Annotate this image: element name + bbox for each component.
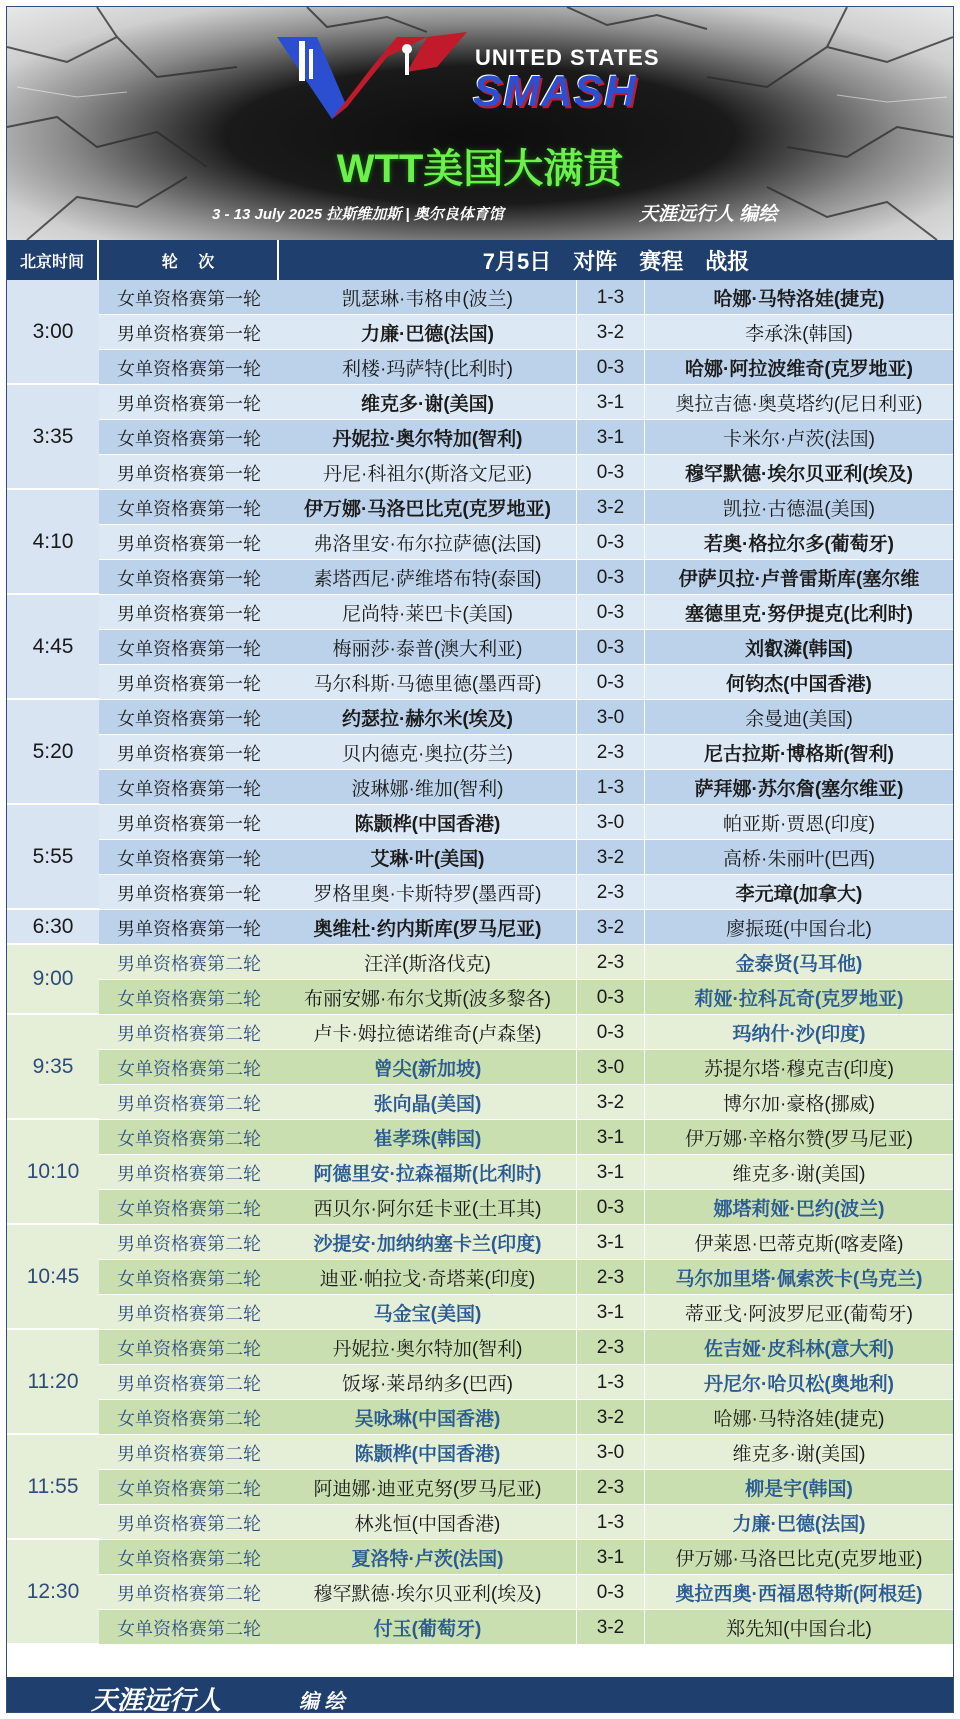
match-round: 男单资格赛第二轮 [117, 1513, 261, 1534]
brand-line1: UNITED STATES [475, 45, 660, 70]
player-a: 阿德里安·拉森福斯(比利时) [279, 1155, 577, 1190]
player-a: 素塔西尼·萨维塔布特(泰国) [279, 560, 577, 595]
player-a: 约瑟拉·赫尔米(埃及) [279, 700, 577, 735]
player-b: 伊莱恩·巴蒂克斯(喀麦隆) [694, 1234, 904, 1255]
player-a: 汪洋(斯洛伐克) [279, 945, 577, 980]
match-score: 3-2 [577, 1610, 645, 1645]
player-b: 奥拉西奥·西福恩特斯(阿根廷) [675, 1584, 923, 1605]
player-b: 凯拉·古德温(美国) [723, 499, 875, 520]
player-a: 马尔科斯·马德里德(墨西哥) [279, 665, 577, 700]
event-author: 天涯远行人 编绘 [639, 204, 778, 225]
player-a: 弗洛里安·布尔拉萨德(法国) [279, 525, 577, 560]
player-a: 奥维杜·约内斯库(罗马尼亚) [279, 910, 577, 945]
player-b: 伊万娜·辛格尔赞(罗马尼亚) [685, 1129, 913, 1150]
player-b: 玛纳什·沙(印度) [732, 1024, 866, 1045]
player-b: 郑先知(中国台北) [726, 1619, 872, 1640]
match-round: 男单资格赛第二轮 [117, 1303, 261, 1324]
match-row [99, 1505, 953, 1540]
time-slot: 3:35 [7, 385, 99, 490]
player-b: 萨拜娜·苏尔詹(塞尔维亚) [694, 779, 904, 800]
match-score: 2-3 [577, 1470, 645, 1505]
time-slot: 5:55 [7, 805, 99, 910]
player-b: 哈娜·阿拉波维奇(克罗地亚) [685, 359, 913, 380]
header-time: 北京时间 [7, 240, 99, 280]
match-row [99, 1015, 953, 1050]
time-slot: 4:45 [7, 595, 99, 700]
player-a: 丹妮拉·奥尔特加(智利) [279, 420, 577, 455]
event-title: WTT美国大满贯 [336, 147, 624, 191]
match-round: 男单资格赛第一轮 [117, 883, 261, 904]
match-round: 女单资格赛第一轮 [117, 288, 261, 309]
match-row [99, 1540, 953, 1575]
match-round: 女单资格赛第二轮 [117, 988, 261, 1009]
match-round: 男单资格赛第一轮 [117, 323, 261, 344]
match-round: 男单资格赛第二轮 [117, 1233, 261, 1254]
time-slot: 3:00 [7, 280, 99, 385]
player-a: 迪亚·帕拉戈·奇塔莱(印度) [279, 1260, 577, 1295]
match-row [99, 735, 953, 770]
match-score: 3-2 [577, 315, 645, 350]
match-row [99, 1400, 953, 1435]
match-score: 3-2 [577, 910, 645, 945]
time-slot: 9:35 [7, 1015, 99, 1120]
player-b: 塞德里克·努伊提克(比利时) [685, 604, 913, 625]
match-score: 2-3 [577, 945, 645, 980]
match-round: 女单资格赛第二轮 [117, 1618, 261, 1639]
match-round: 女单资格赛第二轮 [117, 1548, 261, 1569]
match-row [99, 1260, 953, 1295]
match-score: 2-3 [577, 875, 645, 910]
match-score: 3-1 [577, 1155, 645, 1190]
player-a: 丹妮拉·奥尔特加(智利) [279, 1330, 577, 1365]
player-a: 卢卡·姆拉德诺维奇(卢森堡) [279, 1015, 577, 1050]
player-a: 阿迪娜·迪亚克努(罗马尼亚) [279, 1470, 577, 1505]
match-round: 女单资格赛第二轮 [117, 1268, 261, 1289]
match-row [99, 315, 953, 350]
player-a: 丹尼·科祖尔(斯洛文尼亚) [279, 455, 577, 490]
match-score: 2-3 [577, 735, 645, 770]
match-score: 0-3 [577, 595, 645, 630]
match-row [99, 770, 953, 805]
time-slot: 6:30 [7, 910, 99, 945]
time-slot: 10:45 [7, 1225, 99, 1330]
match-round: 女单资格赛第一轮 [117, 638, 261, 659]
match-round: 男单资格赛第一轮 [117, 743, 261, 764]
match-round: 女单资格赛第二轮 [117, 1058, 261, 1079]
footer-name: 天涯远行人 [91, 1685, 222, 1713]
match-score: 3-1 [577, 1120, 645, 1155]
match-row [99, 630, 953, 665]
player-a: 沙提安·加纳纳塞卡兰(印度) [279, 1225, 577, 1260]
match-score: 0-3 [577, 665, 645, 700]
brand-line2: SMASH [473, 67, 637, 116]
match-round: 男单资格赛第一轮 [117, 603, 261, 624]
match-score: 3-0 [577, 1050, 645, 1085]
match-score: 0-3 [577, 1015, 645, 1050]
player-b: 尼古拉斯·博格斯(智利) [704, 744, 894, 765]
match-round: 女单资格赛第一轮 [117, 568, 261, 589]
player-a: 穆罕默德·埃尔贝亚利(埃及) [279, 1575, 577, 1610]
player-a: 罗格里奥·卡斯特罗(墨西哥) [279, 875, 577, 910]
player-b: 马尔加里塔·佩索茨卡(乌克兰) [675, 1269, 923, 1290]
player-a: 林兆恒(中国香港) [279, 1505, 577, 1540]
player-b: 娜塔莉娅·巴约(波兰) [713, 1199, 885, 1220]
match-row [99, 1190, 953, 1225]
match-round: 男单资格赛第二轮 [117, 953, 261, 974]
match-row [99, 455, 953, 490]
player-b: 苏提尔塔·穆克吉(印度) [704, 1059, 894, 1080]
player-b: 李承洙(韩国) [745, 324, 853, 345]
player-a: 伊万娜·马洛巴比克(克罗地亚) [279, 490, 577, 525]
match-round: 女单资格赛第一轮 [117, 778, 261, 799]
player-a: 陈颢桦(中国香港) [279, 1435, 577, 1470]
match-round: 男单资格赛第二轮 [117, 1373, 261, 1394]
player-b: 刘叡潾(韩国) [745, 639, 853, 660]
player-a: 布丽安娜·布尔戈斯(波多黎各) [279, 980, 577, 1015]
match-row [99, 1610, 953, 1645]
header-main: 7月5日 对阵 赛程 战报 [279, 240, 953, 280]
match-score: 0-3 [577, 630, 645, 665]
match-row [99, 420, 953, 455]
player-b: 金泰贤(马耳他) [735, 954, 863, 975]
player-a: 马金宝(美国) [279, 1295, 577, 1330]
player-b: 高桥·朱丽叶(巴西) [723, 849, 875, 870]
match-score: 0-3 [577, 980, 645, 1015]
match-score: 1-3 [577, 1365, 645, 1400]
match-score: 2-3 [577, 1260, 645, 1295]
banner [7, 7, 953, 240]
match-round: 女单资格赛第一轮 [117, 428, 261, 449]
match-row [99, 1295, 953, 1330]
match-round: 女单资格赛第一轮 [117, 358, 261, 379]
match-score: 3-2 [577, 1400, 645, 1435]
match-row [99, 1050, 953, 1085]
match-round: 女单资格赛第一轮 [117, 848, 261, 869]
match-round: 女单资格赛第二轮 [117, 1198, 261, 1219]
match-score: 3-2 [577, 490, 645, 525]
match-round: 男单资格赛第一轮 [117, 673, 261, 694]
smash-logo-icon [277, 27, 467, 122]
match-score: 3-2 [577, 1085, 645, 1120]
time-slot: 4:10 [7, 490, 99, 595]
match-round: 女单资格赛第二轮 [117, 1338, 261, 1359]
match-round: 女单资格赛第二轮 [117, 1408, 261, 1429]
footer-suffix: 编 绘 [299, 1691, 345, 1713]
match-round: 男单资格赛第二轮 [117, 1093, 261, 1114]
match-row [99, 805, 953, 840]
time-slot: 10:10 [7, 1120, 99, 1225]
player-b: 伊萨贝拉·卢普雷斯库(塞尔维 [678, 569, 920, 590]
player-b: 帕亚斯·贾恩(印度) [723, 814, 875, 835]
match-row [99, 1365, 953, 1400]
match-score: 2-3 [577, 1330, 645, 1365]
match-row [99, 280, 953, 315]
player-a: 崔孝珠(韩国) [279, 1120, 577, 1155]
match-round: 男单资格赛第二轮 [117, 1163, 261, 1184]
player-b: 柳是宇(韩国) [745, 1479, 853, 1500]
match-score: 3-1 [577, 1295, 645, 1330]
player-a: 陈颢桦(中国香港) [279, 805, 577, 840]
match-row [99, 840, 953, 875]
match-row [99, 1435, 953, 1470]
player-a: 付玉(葡萄牙) [279, 1610, 577, 1645]
player-a: 尼尚特·莱巴卡(美国) [279, 595, 577, 630]
match-round: 男单资格赛第一轮 [117, 463, 261, 484]
match-round: 男单资格赛第二轮 [117, 1023, 261, 1044]
match-score: 3-0 [577, 805, 645, 840]
player-a: 利楼·玛萨特(比利时) [279, 350, 577, 385]
player-b: 哈娜·马特洛娃(捷克) [713, 289, 885, 310]
player-b: 廖振珽(中国台北) [726, 919, 872, 940]
player-b: 哈娜·马特洛娃(捷克) [713, 1409, 885, 1430]
player-a: 饭塚·莱昂纳多(巴西) [279, 1365, 577, 1400]
time-slot: 11:55 [7, 1435, 99, 1540]
time-slot: 5:20 [7, 700, 99, 805]
match-row [99, 700, 953, 735]
player-b: 伊万娜·马洛巴比克(克罗地亚) [675, 1549, 923, 1570]
match-score: 1-3 [577, 770, 645, 805]
player-b: 维克多·谢(美国) [732, 1164, 866, 1185]
match-score: 0-3 [577, 1190, 645, 1225]
match-score: 0-3 [577, 1575, 645, 1610]
player-b: 力廉·巴德(法国) [732, 1514, 866, 1535]
time-slot: 9:00 [7, 945, 99, 1015]
player-b: 维克多·谢(美国) [732, 1444, 866, 1465]
match-score: 0-3 [577, 455, 645, 490]
match-row [99, 385, 953, 420]
match-score: 1-3 [577, 1505, 645, 1540]
player-a: 贝内德克·奥拉(芬兰) [279, 735, 577, 770]
player-a: 夏洛特·卢茨(法国) [279, 1540, 577, 1575]
match-row [99, 1330, 953, 1365]
player-b: 佐吉娅·皮科林(意大利) [704, 1339, 894, 1360]
match-round: 男单资格赛第一轮 [117, 393, 261, 414]
player-a: 曾尖(新加坡) [279, 1050, 577, 1085]
match-row [99, 980, 953, 1015]
match-round: 女单资格赛第一轮 [117, 498, 261, 519]
player-b: 蒂亚戈·阿波罗尼亚(葡萄牙) [685, 1304, 913, 1325]
player-a: 艾琳·叶(美国) [279, 840, 577, 875]
match-round: 男单资格赛第一轮 [117, 813, 261, 834]
match-row [99, 1120, 953, 1155]
match-score: 3-1 [577, 420, 645, 455]
match-round: 女单资格赛第一轮 [117, 708, 261, 729]
player-a: 维克多·谢(美国) [279, 385, 577, 420]
match-row [99, 560, 953, 595]
match-score: 3-2 [577, 840, 645, 875]
player-b: 何钧杰(中国香港) [726, 674, 872, 695]
player-a: 力廉·巴德(法国) [279, 315, 577, 350]
match-row [99, 350, 953, 385]
player-b: 若奥·格拉尔多(葡萄牙) [704, 534, 894, 555]
match-round: 女单资格赛第二轮 [117, 1128, 261, 1149]
time-slot: 12:30 [7, 1540, 99, 1645]
match-round: 女单资格赛第二轮 [117, 1478, 261, 1499]
match-row [99, 1155, 953, 1190]
match-row [99, 1085, 953, 1120]
match-score: 3-1 [577, 1540, 645, 1575]
match-round: 男单资格赛第二轮 [117, 1443, 261, 1464]
match-row [99, 945, 953, 980]
player-b: 博尔加·豪格(挪威) [723, 1094, 875, 1115]
match-row [99, 1225, 953, 1260]
player-b: 莉娅·拉科瓦奇(克罗地亚) [694, 989, 904, 1010]
player-a: 波琳娜·维加(智利) [279, 770, 577, 805]
poster [6, 6, 954, 1713]
player-a: 凯瑟琳·韦格申(波兰) [279, 280, 577, 315]
match-score: 0-3 [577, 350, 645, 385]
match-row [99, 1575, 953, 1610]
player-b: 穆罕默德·埃尔贝亚利(埃及) [685, 464, 913, 485]
match-score: 3-1 [577, 1225, 645, 1260]
match-score: 3-1 [577, 385, 645, 420]
match-round: 男单资格赛第一轮 [117, 918, 261, 939]
match-row [99, 525, 953, 560]
time-slot: 11:20 [7, 1330, 99, 1435]
player-b: 李元璋(加拿大) [735, 884, 863, 905]
match-score: 0-3 [577, 525, 645, 560]
player-b: 奥拉吉德·奥莫塔约(尼日利亚) [675, 394, 923, 415]
match-score: 3-0 [577, 1435, 645, 1470]
match-row [99, 1470, 953, 1505]
match-score: 1-3 [577, 280, 645, 315]
player-a: 西贝尔·阿尔廷卡亚(土耳其) [279, 1190, 577, 1225]
footer [7, 1677, 953, 1713]
match-round: 男单资格赛第二轮 [117, 1583, 261, 1604]
player-a: 张向晶(美国) [279, 1085, 577, 1120]
match-row [99, 910, 953, 945]
match-round: 男单资格赛第一轮 [117, 533, 261, 554]
player-b: 余曼迪(美国) [745, 709, 853, 730]
match-row [99, 595, 953, 630]
event-date-venue: 3 - 13 July 2025 拉斯维加斯 | 奥尔良体育馆 [212, 206, 504, 223]
match-row [99, 665, 953, 700]
match-score: 0-3 [577, 560, 645, 595]
header-round: 轮 次 [99, 240, 279, 280]
player-b: 丹尼尔·哈贝松(奥地利) [704, 1374, 894, 1395]
match-row [99, 875, 953, 910]
player-a: 吴咏琳(中国香港) [279, 1400, 577, 1435]
player-a: 梅丽莎·泰普(澳大利亚) [279, 630, 577, 665]
match-row [99, 490, 953, 525]
player-b: 卡米尔·卢茨(法国) [723, 429, 875, 450]
match-score: 3-0 [577, 700, 645, 735]
